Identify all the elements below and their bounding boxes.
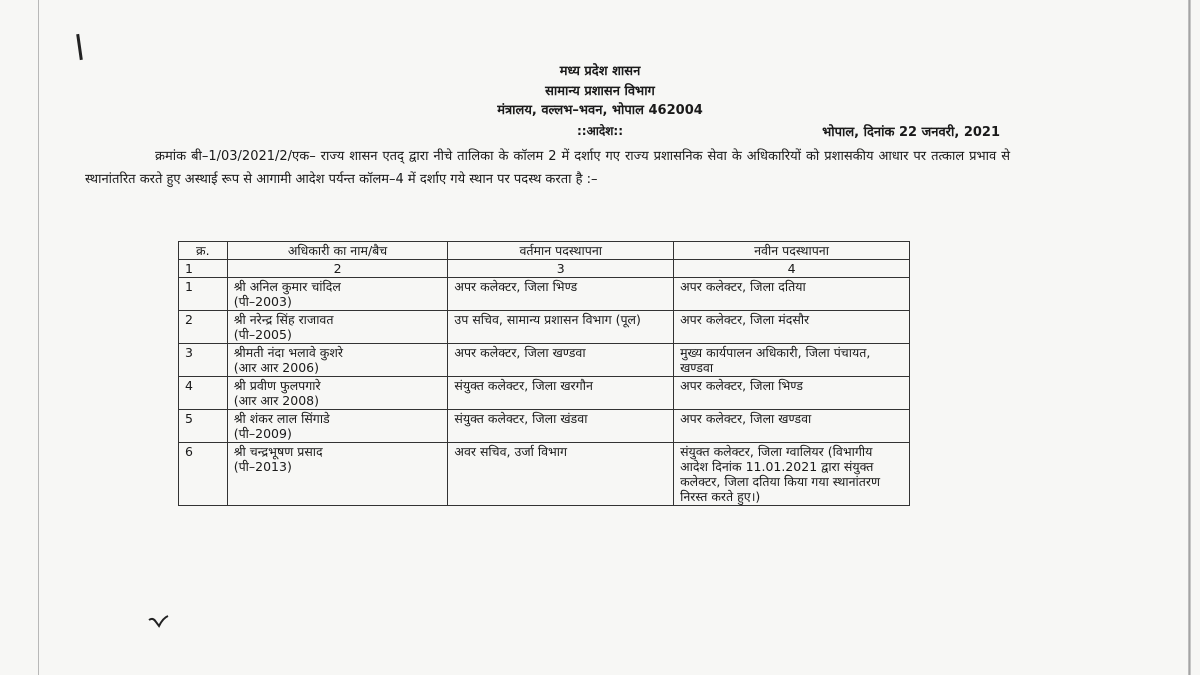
row-new-posting: अपर कलेक्टर, जिला भिण्ड: [674, 377, 910, 410]
header-government: मध्य प्रदेश शासन: [559, 64, 641, 79]
header-department: सामान्य प्रशासन विभाग: [545, 84, 655, 99]
header-new-posting: नवीन पदस्थापना: [674, 242, 910, 260]
officer-name: श्री प्रवीण फुलपगारे: [233, 378, 321, 393]
row-new-posting: अपर कलेक्टर, जिला मंदसौर: [674, 311, 910, 344]
row-officer: [227, 410, 448, 443]
row-current-posting: उप सचिव, सामान्य प्रशासन विभाग (पूल): [448, 311, 674, 344]
transfer-table: [178, 241, 910, 506]
order-date: भोपाल, दिनांक 22 जनवरी, 2021: [822, 125, 1000, 140]
officer-batch: (आर आर 2006): [233, 360, 319, 375]
officer-name: श्री शंकर लाल सिंगाडे: [233, 411, 330, 426]
officer-name: श्री नरेन्द्र सिंह राजावत: [233, 312, 334, 327]
table-column-number-row: [179, 260, 910, 278]
row-new-posting: अपर कलेक्टर, जिला खण्डवा: [674, 410, 910, 443]
officer-name: श्री अनिल कुमार चांदिल: [233, 279, 341, 294]
header-address: मंत्रालय, वल्लभ–भवन, भोपाल 462004: [497, 103, 703, 118]
table-header-row: [179, 242, 910, 260]
row-current-posting: अवर सचिव, उर्जा विभाग: [448, 443, 674, 506]
officer-batch: (पी–2013): [233, 459, 292, 474]
row-current-posting: संयुक्त कलेक्टर, जिला खरगौन: [448, 377, 674, 410]
row-serial: 6: [179, 443, 228, 506]
row-current-posting: अपर कलेक्टर, जिला खण्डवा: [448, 344, 674, 377]
table-row: [179, 410, 910, 443]
row-officer: [227, 311, 448, 344]
col-number: 2: [227, 260, 448, 278]
officer-name: श्री चन्द्रभूषण प्रसाद: [233, 444, 323, 459]
row-serial: 3: [179, 344, 228, 377]
row-new-posting: मुख्य कार्यपालन अधिकारी, जिला पंचायत, खण्डवा: [674, 344, 910, 377]
header-serial: क्र.: [179, 242, 228, 260]
row-serial: 4: [179, 377, 228, 410]
table-row: [179, 311, 910, 344]
order-body-text: क्रमांक बी–1/03/2021/2/एक– राज्य शासन एतद् द्वारा नीचे तालिका के कॉलम 2 में दर्शाए गए राज्य प्रशासनिक सेवा के अधिकारियों को प्रशासकीय आधार पर तत्काल प्रभाव से स्थानांतरित करते हुए अस्थाई रूप से आगामी आदेश पर्यन्त कॉलम–4 में दर्शाए गये स्थान पर पदस्थ करता है :–: [85, 149, 1010, 187]
officer-batch: (पी–2003): [233, 294, 292, 309]
row-current-posting: संयुक्त कलेक्टर, जिला खंडवा: [448, 410, 674, 443]
header-current-posting: वर्तमान पदस्थापना: [448, 242, 674, 260]
officer-name: श्रीमती नंदा भलावे कुशरे: [233, 345, 344, 360]
row-serial: 1: [179, 278, 228, 311]
row-officer: [227, 377, 448, 410]
pen-mark: [76, 34, 83, 60]
col-number: 4: [674, 260, 910, 278]
col-number: 3: [448, 260, 674, 278]
header-officer: अधिकारी का नाम/बैच: [227, 242, 448, 260]
row-new-posting: अपर कलेक्टर, जिला दतिया: [674, 278, 910, 311]
table-row: [179, 278, 910, 311]
officer-batch: (पी–2009): [233, 426, 292, 441]
header-order-title: ::आदेश::: [577, 124, 623, 138]
officer-batch: (पी–2005): [233, 327, 292, 342]
col-number: 1: [179, 260, 228, 278]
row-new-posting: संयुक्त कलेक्टर, जिला ग्वालियर (विभागीय आदेश दिनांक 11.01.2021 द्वारा संयुक्त कलेक्टर, जिला दतिया किया गया स्थानांतरण निरस्त करते हुए।): [674, 443, 910, 506]
table-row: [179, 443, 910, 506]
table-row: [179, 344, 910, 377]
officer-batch: (आर आर 2008): [233, 393, 319, 408]
row-officer: [227, 443, 448, 506]
pen-tick-mark: [147, 614, 169, 630]
row-officer: [227, 344, 448, 377]
scan-edge-right: [1188, 0, 1191, 675]
row-current-posting: अपर कलेक्टर, जिला भिण्ड: [448, 278, 674, 311]
row-serial: 5: [179, 410, 228, 443]
row-serial: 2: [179, 311, 228, 344]
scan-edge-left: [38, 0, 39, 675]
row-officer: [227, 278, 448, 311]
table-row: [179, 377, 910, 410]
